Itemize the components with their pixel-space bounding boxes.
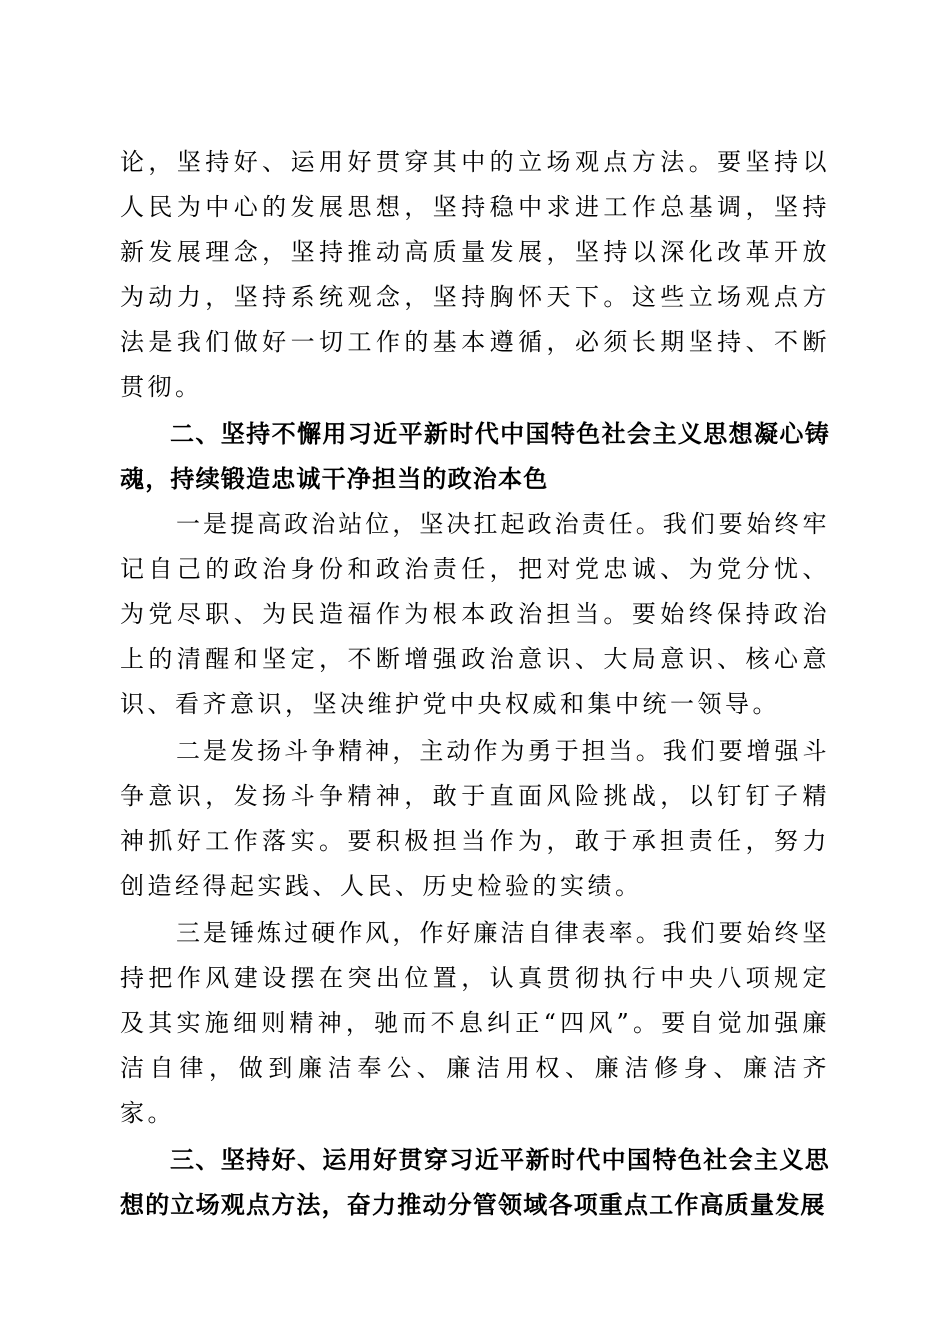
point-3-body: 我们要始终坚持把作风建设摆在突出位置，认真贯彻执行中央八项规定及其实施细则精神，驰而不息纠正“四风”。要自觉加强廉洁自律，做到廉洁奉公、廉洁用权、廉洁修身、廉洁齐家。 [120,919,830,1127]
section-2-heading: 二、坚持不懈用习近平新时代中国特色社会主义思想凝心铸魂，持续锻造忠诚干净担当的政治本色 [120,420,830,493]
point-1-body: 我们要始终牢记自己的政治身份和政治责任，把对党忠诚、为党分忧、为党尽职、为民造福作为根本政治担当。要始终保持政治上的清醒和坚定，不断增强政治意识、大局意识、核心意识、看齐意识，坚决维护党中央权威和集中统一领导。 [120,510,830,718]
point-1-lead: 一是提高政治站位，坚决扛起政治责任。 [176,510,663,538]
point-3-lead: 三是锤炼过硬作风，作好廉洁自律表率。 [176,919,663,947]
point-2-paragraph [120,729,830,909]
point-2-body: 我们要增强斗争意识，发扬斗争精神，敢于直面风险挑战，以钉钉子精神抓好工作落实。要积极担当作为，敢于承担责任，努力创造经得起实践、人民、历史检验的实绩。 [120,737,830,900]
section-3-heading: 三、坚持好、运用好贯穿习近平新时代中国特色社会主义思想的立场观点方法，奋力推动分管领域各项重点工作高质量发展 [120,1146,830,1219]
continuation-paragraph: 论，坚持好、运用好贯穿其中的立场观点方法。要坚持以人民为中心的发展思想，坚持稳中求进工作总基调，坚持新发展理念，坚持推动高质量发展，坚持以深化改革开放为动力，坚持系统观念，坚持胸怀天下。这些立场观点方法是我们做好一切工作的基本遵循，必须长期坚持、不断贯彻。 [120,148,830,401]
point-3-paragraph [120,911,830,1136]
point-1-paragraph [120,502,830,727]
document-page [120,140,830,1228]
point-2-lead: 二是发扬斗争精神，主动作为勇于担当。 [176,737,663,765]
